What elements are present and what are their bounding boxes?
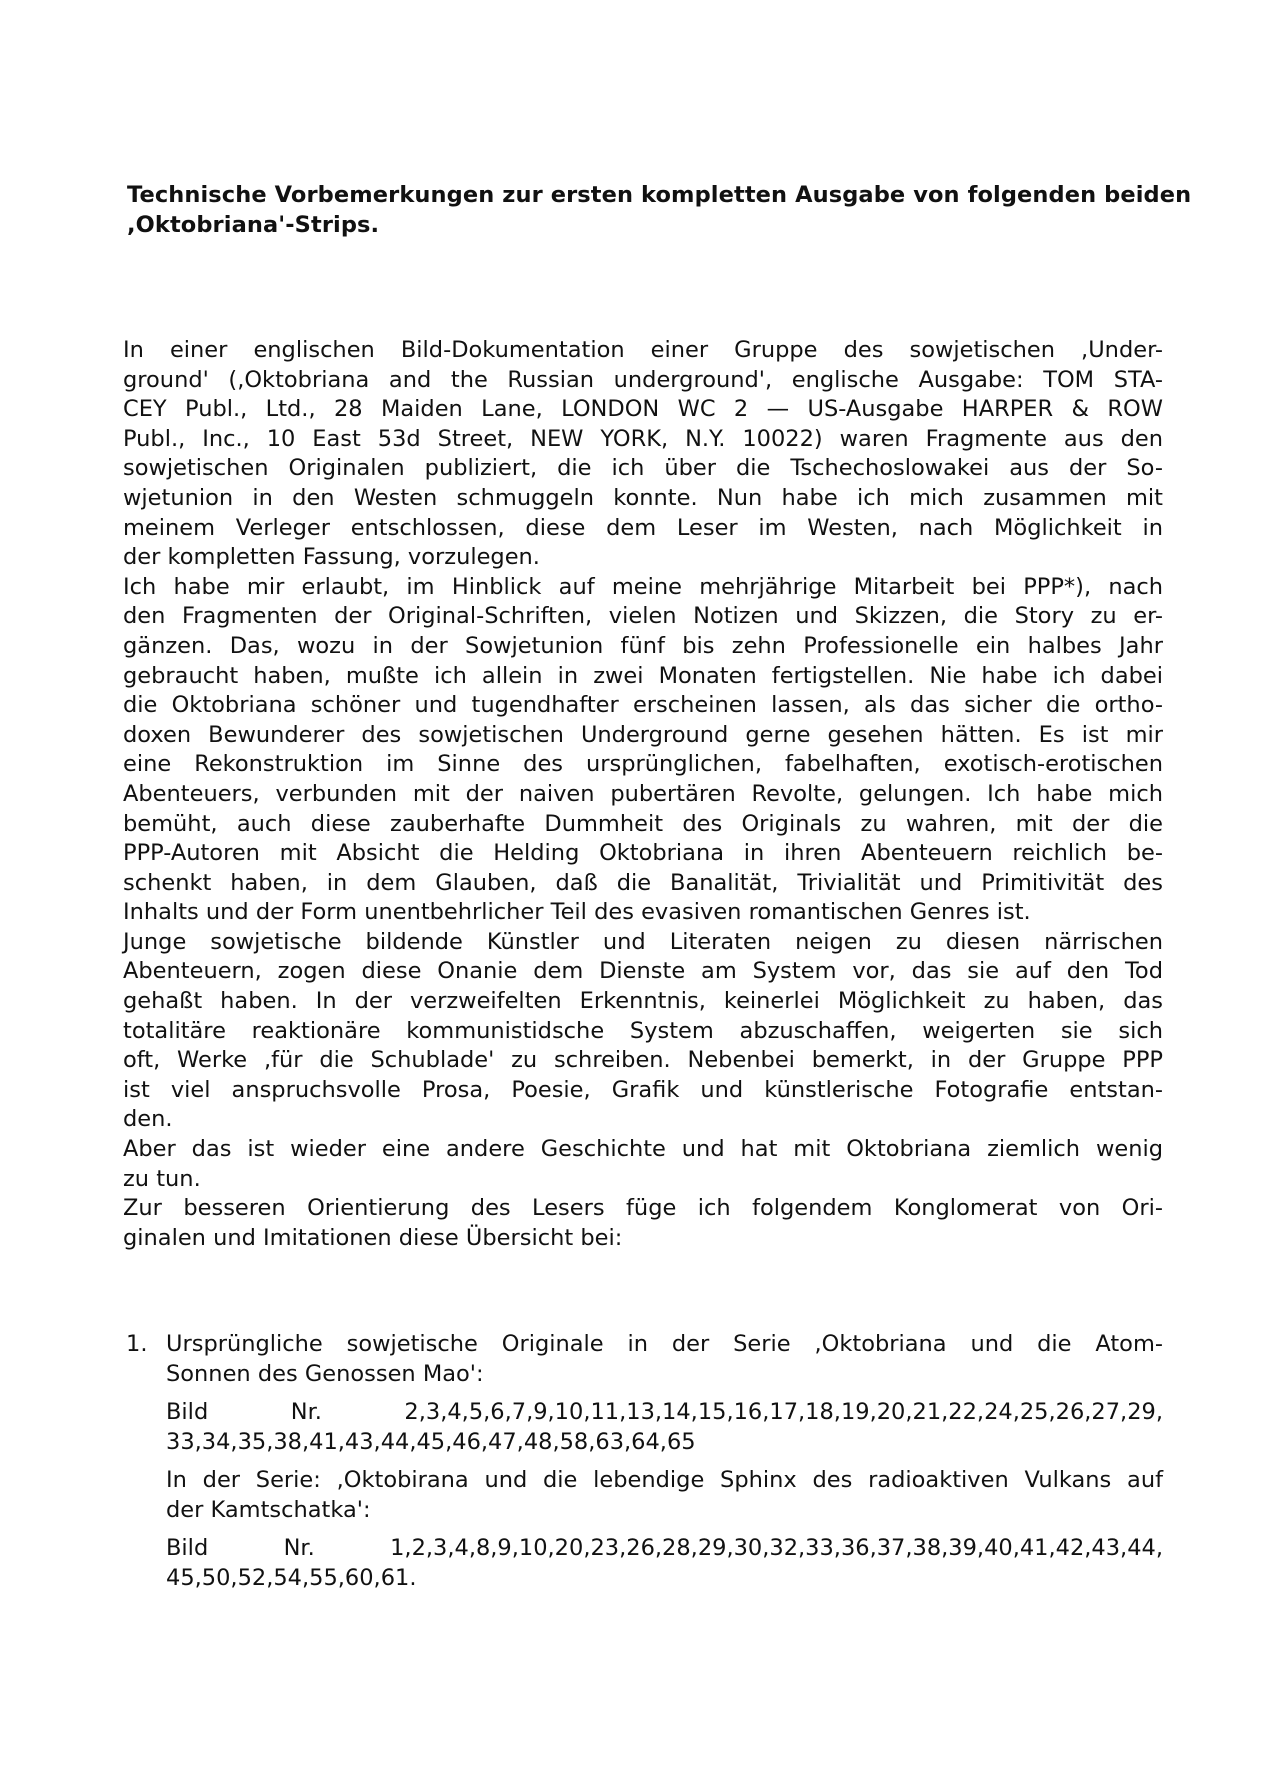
body-line: Zur besseren Orientierung des Lesers füge ich folgendem Konglomerat von Ori- (123, 1195, 1163, 1222)
body-line: Abenteuers, verbunden mit der naiven pubertären Revolte, gelungen. Ich habe mich (123, 780, 1163, 807)
body-line: Junge sowjetische bildende Künstler und Literaten neigen zu diesen närrischen (123, 928, 1163, 955)
list-line: Ursprüngliche sowjetische Originale in der Serie ,Oktobriana und die Atom- (166, 1331, 1163, 1357)
body-line: den Fragmenten der Original-Schriften, vielen Notizen und Skizzen, die Story zu er- (123, 603, 1163, 630)
body-line: doxen Bewunderer des sowjetischen Underground gerne gesehen hätten. Es ist mir (123, 721, 1163, 748)
body-line: PPP-Autoren mit Absicht die Helding Oktobriana in ihren Abenteuern reichlich be- (123, 840, 1163, 867)
body-line: den. (123, 1106, 173, 1133)
body-line: der kompletten Fassung, vorzulegen. (123, 544, 540, 571)
body-line: sowjetischen Originalen publiziert, die ich über die Tschechoslowakei aus der So- (123, 455, 1163, 482)
body-line: gebraucht haben, mußte ich allein in zwei Monaten fertigstellen. Nie habe ich dabei (123, 662, 1163, 689)
body-line: die Oktobriana schöner und tugendhafter erscheinen lassen, als das sicher die ortho- (123, 692, 1163, 719)
body-line: Aber das ist wieder eine andere Geschichte und hat mit Oktobriana ziemlich wenig (123, 1136, 1163, 1163)
body-line: gänzen. Das, wozu in der Sowjetunion fünf bis zehn Professionelle ein halbes Jahr (123, 632, 1163, 659)
list-block-series-mao (166, 1329, 1163, 1389)
body-line: gehaßt haben. In der verzweifelten Erkenntnis, keinerlei Möglichkeit zu haben, das (123, 988, 1163, 1015)
body-line: schenkt haben, in dem Glauben, daß die Banalität, Trivialität und Primitivität des (123, 869, 1163, 896)
body-line: eine Rekonstruktion im Sinne des ursprünglichen, fabelhaften, exotisch-erotischen (123, 751, 1163, 778)
body-line: ground' (,Oktobriana and the Russian underground', englische Ausgabe: TOM STA- (123, 366, 1163, 393)
body-line: meinem Verleger entschlossen, diese dem Leser im Westen, nach Möglichkeit in (123, 514, 1163, 541)
list-item-body (166, 1329, 1163, 1601)
body-line: zu tun. (123, 1165, 201, 1192)
body-line: totalitäre reaktionäre kommunistidsche System abzuschaffen, weigerten sie sich (123, 1017, 1163, 1044)
list-line: Bild Nr. 2,3,4,5,6,7,9,10,11,13,14,15,16,17,18,19,20,21,22,24,25,26,27,29, (166, 1399, 1163, 1425)
list-line: Bild Nr. 1,2,3,4,8,9,10,20,23,26,28,29,30,32,33,36,37,38,39,40,41,42,43,44, (166, 1535, 1163, 1561)
list-block-image-numbers (166, 1397, 1163, 1457)
list-line: Sonnen des Genossen Mao': (166, 1361, 484, 1387)
body-line: bemüht, auch diese zauberhafte Dummheit des Originals zu wahren, mit der die (123, 810, 1163, 837)
list-block-series-sphinx (166, 1465, 1163, 1525)
body-line: Ich habe mir erlaubt, im Hinblick auf meine mehrjährige Mitarbeit bei PPP*), nach (123, 573, 1163, 600)
body-line: ginalen und Imitationen diese Übersicht bei: (123, 1224, 623, 1251)
body-line: ist viel anspruchsvolle Prosa, Poesie, Grafik und künstlerische Fotografie entstan- (123, 1076, 1163, 1103)
list-line: 33,34,35,38,41,43,44,45,46,47,48,58,63,64,65 (166, 1429, 696, 1455)
body-paragraphs (123, 336, 1163, 1253)
list-line: 45,50,52,54,55,60,61. (166, 1565, 417, 1591)
list-item-number: 1. (126, 1331, 148, 1357)
heading-line: Technische Vorbemerkungen zur ersten kompletten Ausgabe von folgenden beiden (127, 182, 1192, 208)
body-line: Inhalts und der Form unentbehrlicher Teil des evasiven romantischen Genres ist. (123, 899, 1031, 926)
heading-line: ,Oktobriana'-Strips. (127, 212, 380, 238)
body-line: wjetunion in den Westen schmuggeln konnte. Nun habe ich mich zusammen mit (123, 484, 1163, 511)
list-block-image-numbers (166, 1533, 1163, 1593)
list-line: In der Serie: ,Oktobirana und die lebendige Sphinx des radioaktiven Vulkans auf (166, 1467, 1163, 1493)
list-line: der Kamtschatka': (166, 1497, 371, 1523)
body-line: Abenteuern, zogen diese Onanie dem Dienste am System vor, das sie auf den Tod (123, 958, 1163, 985)
body-line: In einer englischen Bild-Dokumentation einer Gruppe des sowjetischen ,Under- (123, 337, 1163, 363)
body-line: oft, Werke ,für die Schublade' zu schreiben. Nebenbei bemerkt, in der Gruppe PPP (123, 1047, 1163, 1074)
body-line: Publ., Inc., 10 East 53d Street, NEW YORK, N.Y. 10022) waren Fragmente aus den (123, 425, 1163, 452)
body-line: CEY Publ., Ltd., 28 Maiden Lane, LONDON WC 2 — US-Ausgabe HARPER & ROW (123, 396, 1163, 423)
document-heading (127, 180, 1207, 240)
